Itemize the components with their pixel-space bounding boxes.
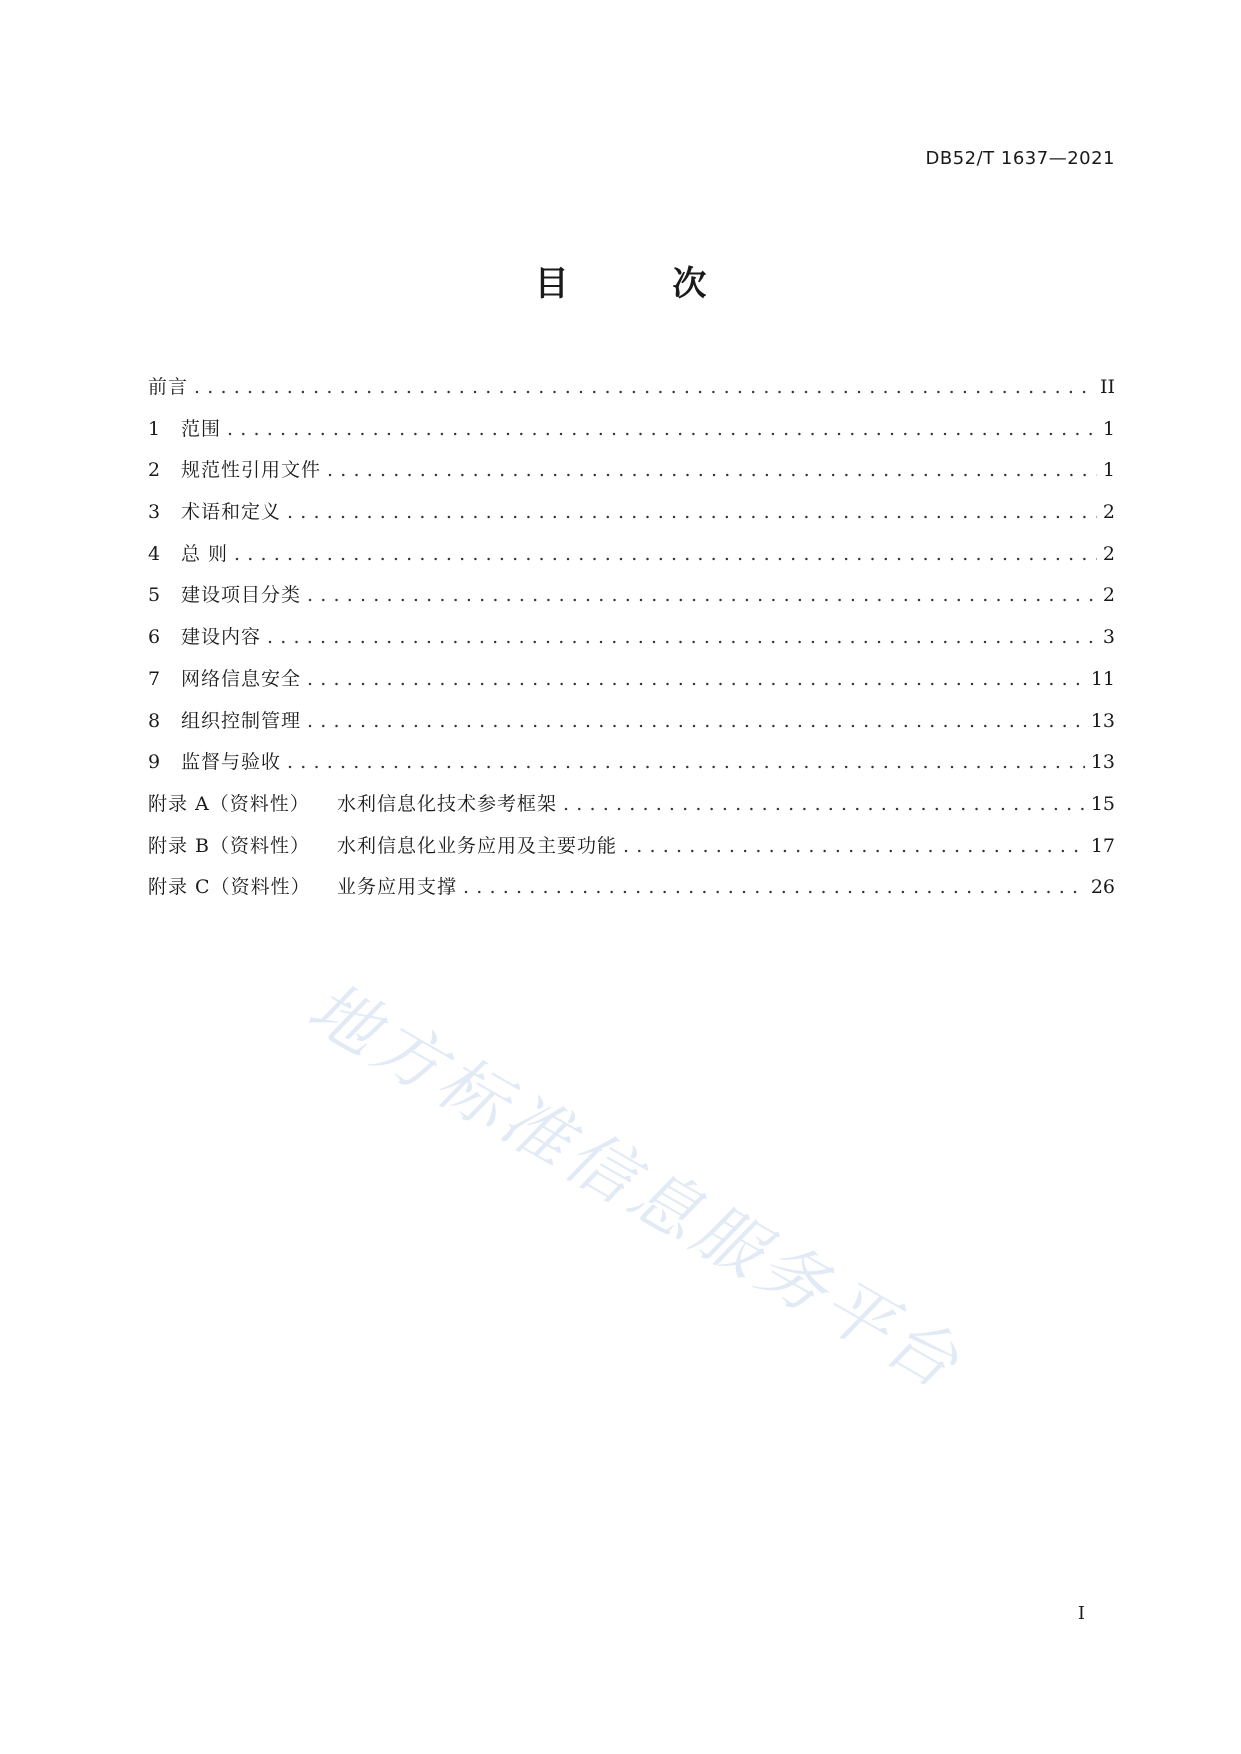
toc-entry-label bbox=[148, 622, 261, 649]
toc-entry-2[interactable] bbox=[148, 455, 1115, 497]
toc-page-number: 15 bbox=[1090, 792, 1115, 815]
toc-entry-text: 建设项目分类 bbox=[181, 584, 302, 607]
toc-entry-7[interactable] bbox=[148, 664, 1115, 706]
toc-entry-text: 网络信息安全 bbox=[181, 667, 302, 690]
toc-entry-5[interactable] bbox=[148, 580, 1115, 622]
toc-page-number: 2 bbox=[1102, 501, 1115, 524]
toc-leader-dots bbox=[194, 376, 1094, 398]
appendix-heading: 附录 A（资料性） bbox=[148, 792, 310, 815]
toc-entry-text: 规范性引用文件 bbox=[181, 459, 322, 482]
watermark: 地方标准信息服务平台 bbox=[294, 967, 976, 1407]
toc-entry-label bbox=[148, 539, 228, 566]
toc-entry-label bbox=[148, 580, 301, 607]
toc-page-number: 13 bbox=[1090, 709, 1115, 732]
toc-entry-9[interactable] bbox=[148, 747, 1115, 789]
toc-leader-dots bbox=[267, 626, 1097, 648]
toc-entry-appendix-b[interactable] bbox=[148, 831, 1115, 873]
toc-entry-label bbox=[148, 414, 221, 441]
toc-leader-dots bbox=[623, 835, 1085, 857]
toc-entry-number: 3 bbox=[148, 501, 162, 524]
appendix-heading: 附录 C（资料性） bbox=[148, 876, 311, 899]
toc-page-number: 11 bbox=[1090, 667, 1115, 690]
toc-entry-text: 组织控制管理 bbox=[181, 709, 302, 732]
toc-entry-label bbox=[148, 747, 281, 774]
toc-entry-label bbox=[148, 789, 557, 816]
toc-entry-label: 前言 bbox=[148, 376, 189, 398]
toc-entry-8[interactable] bbox=[148, 706, 1115, 748]
toc-entry-label bbox=[148, 872, 457, 899]
toc-page-number: II bbox=[1099, 376, 1115, 398]
toc-leader-dots bbox=[307, 668, 1085, 690]
toc-entry-3[interactable] bbox=[148, 497, 1115, 539]
toc-leader-dots bbox=[307, 584, 1097, 606]
toc-entry-text: 建设内容 bbox=[181, 626, 262, 649]
toc-entry-1[interactable] bbox=[148, 414, 1115, 456]
toc-entry-6[interactable] bbox=[148, 622, 1115, 664]
toc-entry-label bbox=[148, 706, 301, 733]
toc-entry-number: 9 bbox=[148, 751, 162, 774]
toc-entry-appendix-a[interactable] bbox=[148, 789, 1115, 831]
toc-entry-number: 5 bbox=[148, 584, 162, 607]
toc-page-number: 17 bbox=[1090, 834, 1115, 857]
toc-leader-dots bbox=[234, 543, 1097, 565]
toc-title: 目 次 bbox=[534, 264, 753, 304]
page-number: I bbox=[1077, 1603, 1085, 1624]
toc-entry-text: 总 则 bbox=[181, 542, 229, 565]
toc-entry-appendix-c[interactable] bbox=[148, 872, 1115, 914]
toc-entry-label bbox=[148, 664, 301, 691]
toc-entry-number: 8 bbox=[148, 709, 162, 732]
toc-entry-label bbox=[148, 831, 617, 858]
toc-entry-4[interactable] bbox=[148, 539, 1115, 581]
appendix-heading: 附录 B（资料性） bbox=[148, 834, 311, 857]
toc-entry-text: 术语和定义 bbox=[181, 501, 282, 524]
toc-page-number: 2 bbox=[1102, 542, 1115, 565]
toc-page-number: 1 bbox=[1102, 417, 1115, 440]
toc-page-number: 13 bbox=[1090, 751, 1115, 774]
toc-page-number: 26 bbox=[1090, 876, 1115, 899]
toc-leader-dots bbox=[287, 751, 1085, 773]
toc-entry-text: 水利信息化业务应用及主要功能 bbox=[337, 834, 618, 857]
document-code: DB52/T 1637—2021 bbox=[925, 148, 1115, 169]
toc-entry-number: 4 bbox=[148, 542, 162, 565]
toc-entry-text: 水利信息化技术参考框架 bbox=[337, 792, 558, 815]
toc-entry-number: 2 bbox=[148, 459, 162, 482]
toc-leader-dots bbox=[287, 501, 1097, 523]
toc-entry-text: 监督与验收 bbox=[181, 751, 282, 774]
toc-leader-dots bbox=[327, 459, 1097, 481]
toc-entry-number: 7 bbox=[148, 667, 162, 690]
toc-leader-dots bbox=[563, 793, 1085, 815]
toc-leader-dots bbox=[463, 876, 1085, 898]
toc-entry-label bbox=[148, 497, 281, 524]
toc-entry-label bbox=[148, 455, 321, 482]
toc-entry-text: 范围 bbox=[181, 417, 222, 440]
toc-page-number: 1 bbox=[1102, 459, 1115, 482]
toc-leader-dots bbox=[227, 418, 1097, 440]
toc-entry-foreword[interactable] bbox=[148, 372, 1115, 414]
toc-entry-text: 业务应用支撑 bbox=[337, 876, 458, 899]
toc-page-number: 2 bbox=[1102, 584, 1115, 607]
toc-leader-dots bbox=[307, 710, 1085, 732]
toc-page-number: 3 bbox=[1102, 626, 1115, 649]
toc-entry-number: 1 bbox=[148, 417, 162, 440]
toc-list bbox=[148, 372, 1115, 914]
toc-entry-number: 6 bbox=[148, 626, 162, 649]
